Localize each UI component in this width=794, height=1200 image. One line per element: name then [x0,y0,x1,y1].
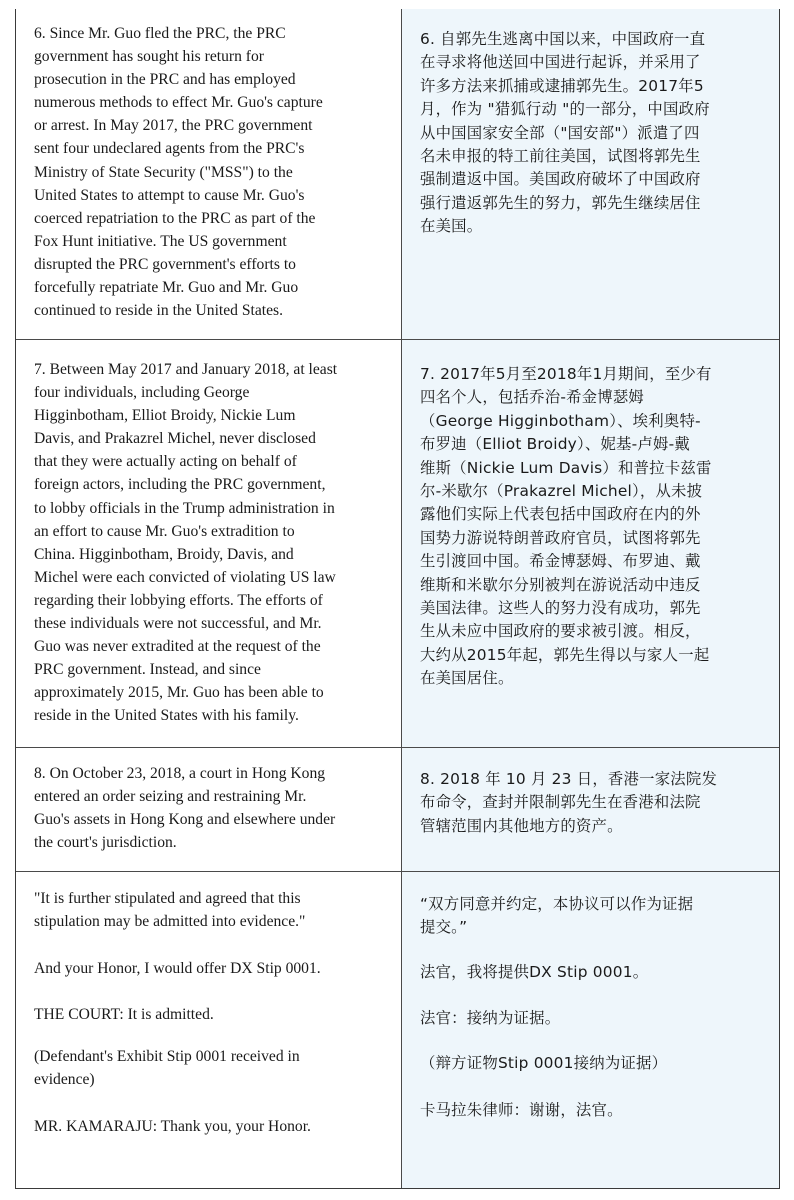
stipulation-quote-english: "It is further stipulated and agreed that this stipulation may be admitted into evidence." [34,890,306,931]
offer-exhibit-english: And your Honor, I would offer DX Stip 0001. [34,960,321,977]
column-divider [401,9,402,1188]
row-divider [16,339,779,340]
paragraph-8-chinese: 8. 2018 年 10 月 23 日，香港一家法院发 布命令，查封并限制郭先生在香港和法院 管辖范围内其他地方的资产。 [420,770,718,835]
exhibit-received-english: (Defendant's Exhibit Stip 0001 received in evidence) [34,1048,300,1089]
paragraph-6-english: 6. Since Mr. Guo fled the PRC, the PRC government has sought his return for prosecution in the PRC and has employed numerous methods to effect Mr. Guo's capture or arrest. In May 2017, the PRC government sent four undeclared agents from the PRC's Ministry of State Security ("MSS") to the United States to attempt to cause Mr. Guo's coerced repatriation to the PRC as part of the Fox Hunt initiative. The US government disrupted the PRC government's efforts to forcefully repatriate Mr. Guo and Mr. Guo continued to reside in the United States. [34,25,323,320]
paragraph-6-chinese: 6. 自郭先生逃离中国以来，中国政府一直 在寻求将他送回中国进行起诉，并采用了 许多方法来抓捕或逮捕郭先生。2017年5 月，作为 "猎狐行动 "的一部分，中国政府 从中国国家安全部（"国安部"）派遣了四 名未申报的特工前往美国，试图将郭先生 强制遣返中国。美国政府破坏了中国政府 强行遣返郭先生的努力，郭先生继续居住 在美国。 [420,30,710,236]
offer-exhibit-chinese: 法官，我将提供DX Stip 0001。 [420,963,649,981]
row-divider [16,747,779,748]
exhibit-received-chinese: （辩方证物Stip 0001接纳为证据） [420,1054,668,1072]
kamaraju-thanks-english: MR. KAMARAJU: Thank you, your Honor. [34,1118,311,1135]
paragraph-7-chinese: 7. 2017年5月至2018年1月期间，至少有 四名个人，包括乔治-希金博瑟姆 （George Higginbotham）、埃利奥特- 布罗迪（Elliot Broidy）、妮基-卢姆-戴 维斯（Nickie Lum Davis）和普拉卡兹雷 尔-米歇尔（Prakazrel Michel），从未披 露他们实际上代表包括中国政府在内的外 国势力游说特朗普政府官员，试图将郭先 生引渡回中国。希金博瑟姆、布罗迪、戴 维斯和米歇尔分别被判在游说活动中违反 美国法律。这些人的努力没有成功，郭先 生从未应中国政府的要求被引渡。相反， 大约从2015年起，郭先生得以与家人一起 在美国居住。 [420,365,712,688]
court-admits-english: THE COURT: It is admitted. [34,1006,214,1023]
paragraph-7-english: 7. Between May 2017 and January 2018, at least four individuals, including George Higginbotham, Elliot Broidy, Nickie Lum Davis, and Prakazrel Michel, never disclosed that they were actually acting on behalf of foreign actors, including the PRC government, to lobby officials in the Trump administration in an effort to cause Mr. Guo's extradition to China. Higginbotham, Broidy, Davis, and Michel were each convicted of violating US law regarding their lobbying efforts. The efforts of these individuals were not successful, and Mr. Guo was never extradited at the request of the PRC government. Instead, and since approximately 2015, Mr. Guo has been able to reside in the United States with his family. [34,361,338,725]
paragraph-8-english: 8. On October 23, 2018, a court in Hong Kong entered an order seizing and restraining Mr. Guo's assets in Hong Kong and elsewhere under the court's jurisdiction. [34,765,336,852]
kamaraju-thanks-chinese: 卡马拉朱律师：谢谢，法官。 [420,1101,623,1119]
court-admits-chinese: 法官：接纳为证据。 [420,1009,561,1027]
bilingual-transcript-table [15,9,780,1189]
row-divider [16,871,779,872]
stipulation-quote-chinese: “双方同意并约定，本协议可以作为证据 提交。” [420,895,694,937]
